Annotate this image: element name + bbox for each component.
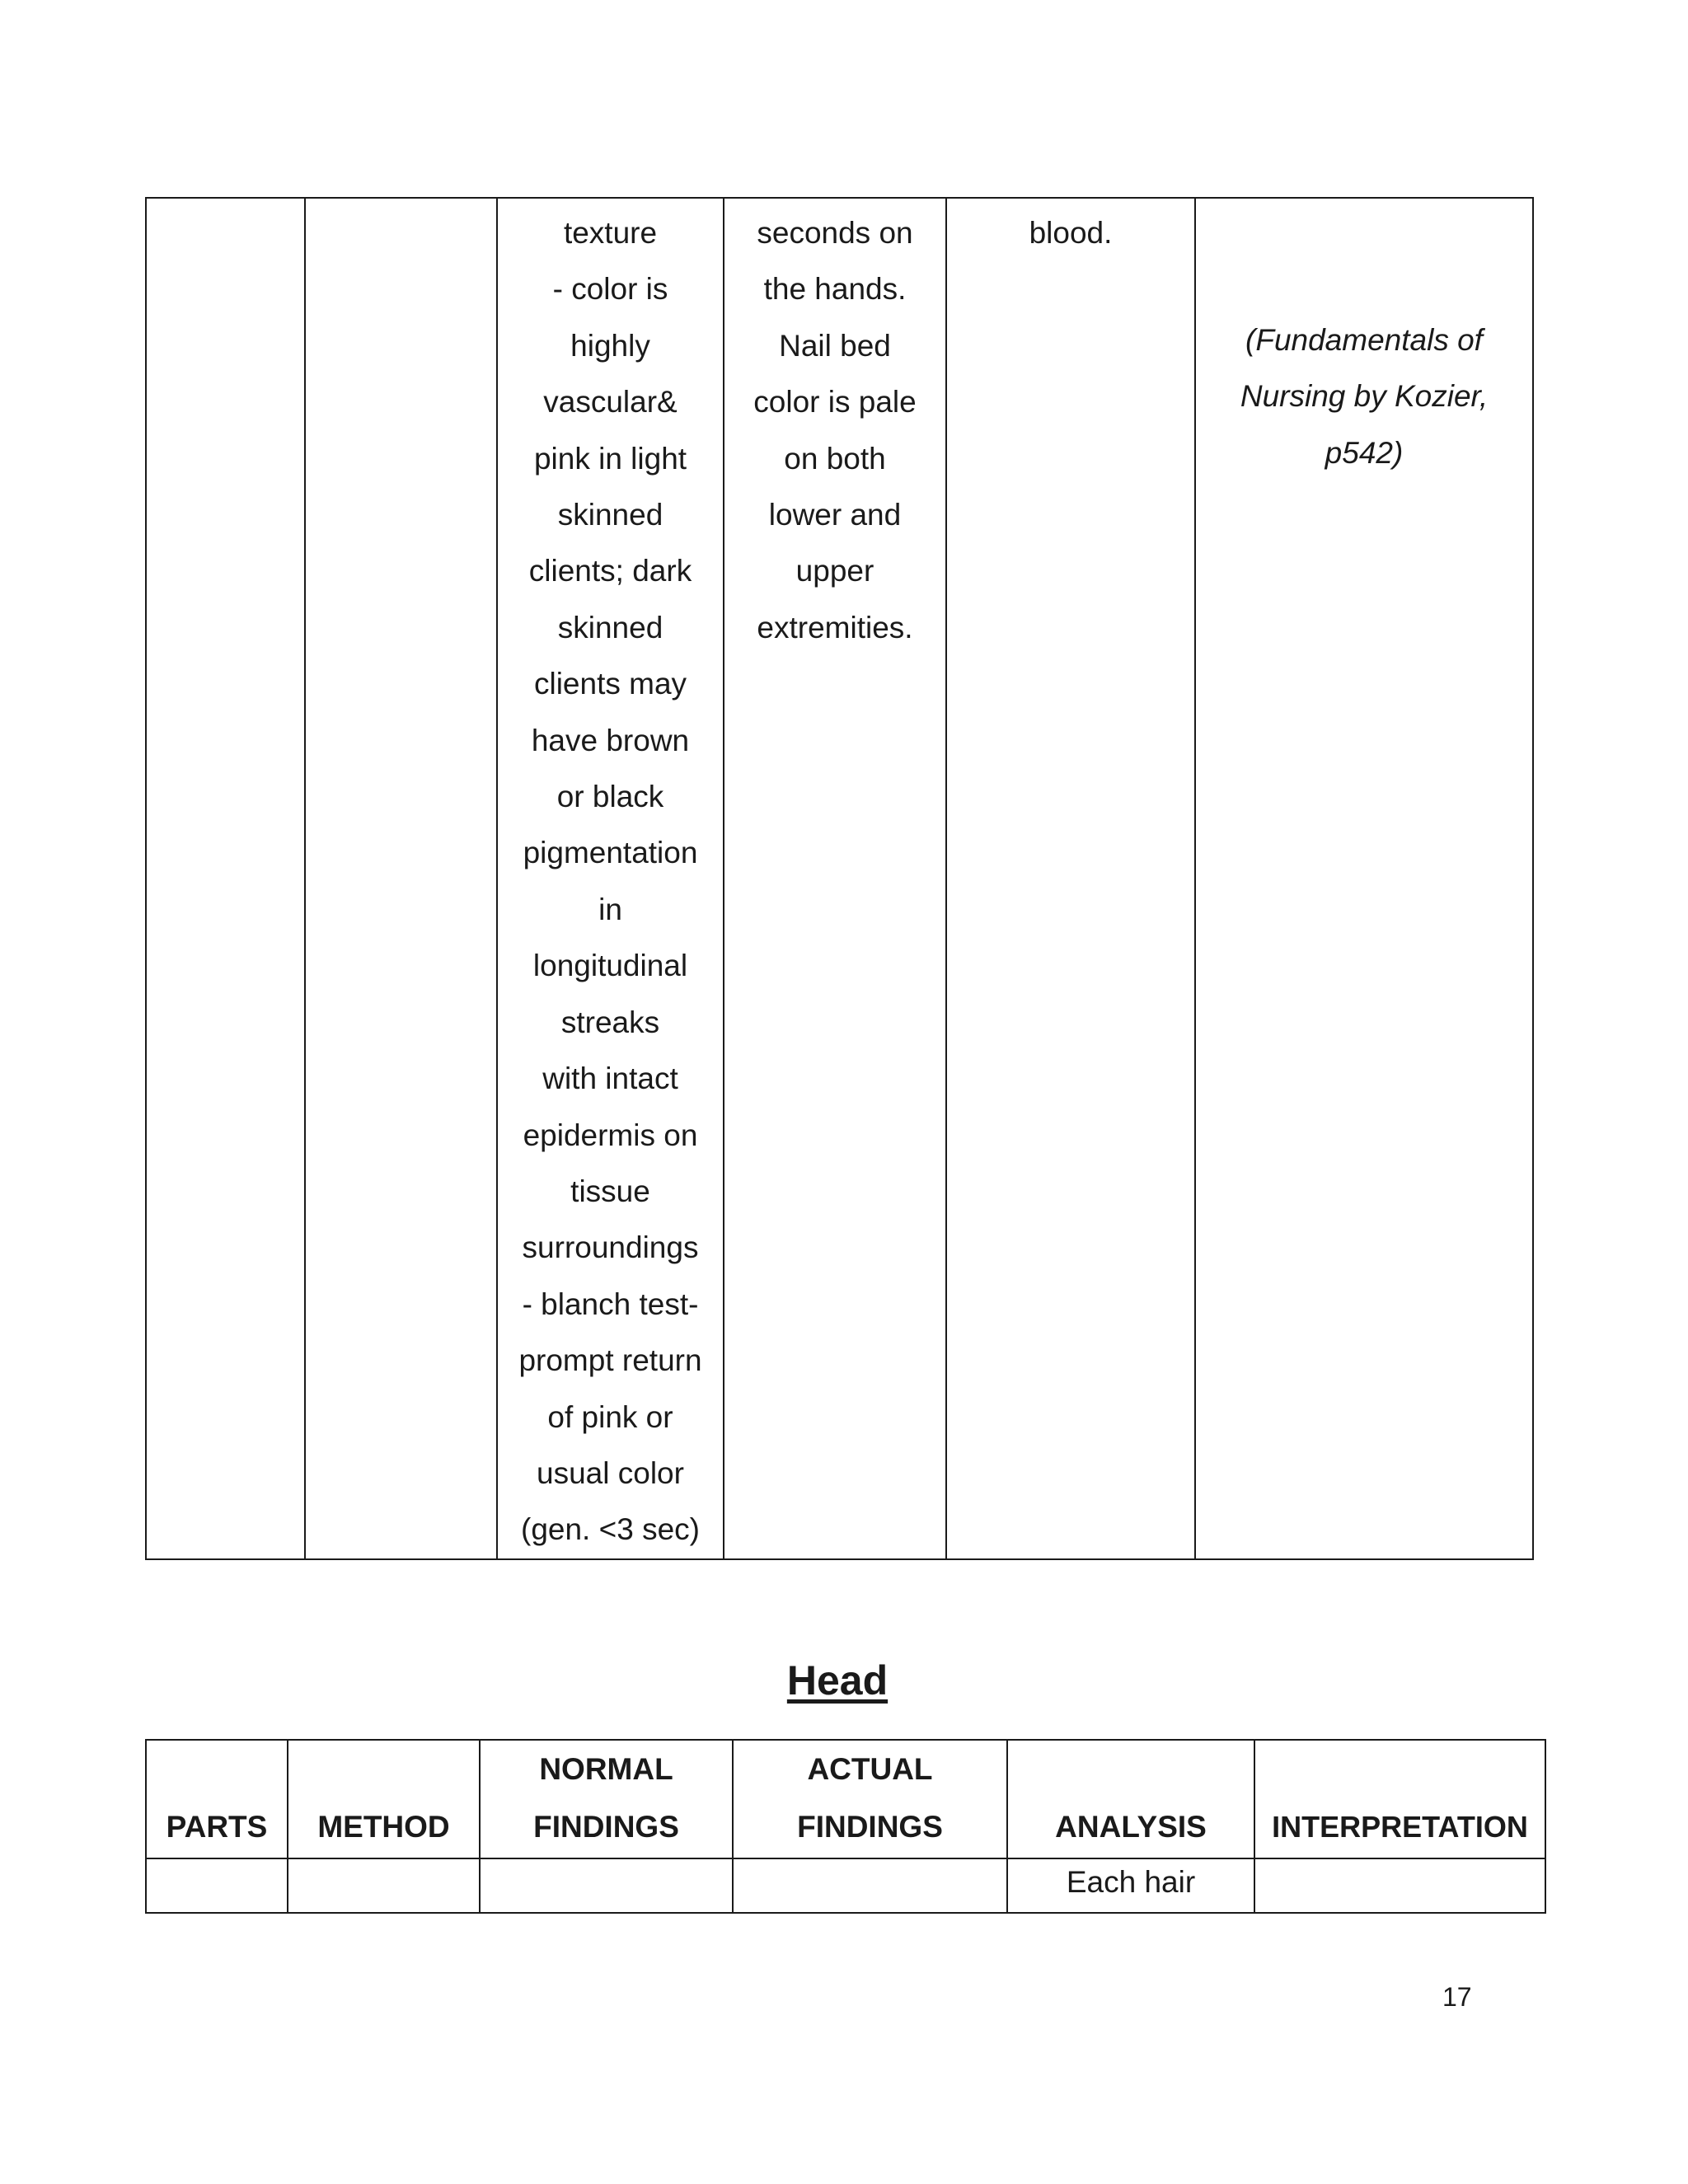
header-interpretation: INTERPRETATION xyxy=(1254,1740,1545,1858)
method-cell xyxy=(305,198,497,1559)
actual-findings-cell xyxy=(733,1858,1007,1913)
normal-findings-cell xyxy=(480,1858,733,1913)
analysis-cell xyxy=(946,198,1195,1559)
parts-cell xyxy=(146,198,305,1559)
header-analysis: ANALYSIS xyxy=(1007,1740,1254,1858)
actual-findings-cell xyxy=(724,198,946,1559)
header-method: METHOD xyxy=(288,1740,480,1858)
section-title: Head xyxy=(786,1657,889,1704)
parts-cell xyxy=(146,1858,288,1913)
method-cell xyxy=(288,1858,480,1913)
table-row xyxy=(146,1858,1545,1913)
header-normal-findings: NORMAL FINDINGS xyxy=(480,1740,733,1858)
normal-findings-text: texture - color is highly vascular& pink in light skinned clients; dark skinned clients may have brown or black pigmentation in longitudinal streaks with intact epidermis on tissue surroundings - blanch test- prompt return of pink or usual color (gen. <3 sec) xyxy=(518,216,702,1547)
head-assessment-table xyxy=(145,1739,1546,1914)
normal-findings-cell xyxy=(497,198,724,1559)
analysis-text: blood. xyxy=(1029,216,1113,250)
header-parts: PARTS xyxy=(146,1740,288,1858)
page-number: 17 xyxy=(1442,1982,1472,2012)
interpretation-cell xyxy=(1254,1858,1545,1913)
analysis-cell: Each hair xyxy=(1007,1858,1254,1913)
table-row xyxy=(146,198,1533,1559)
interpretation-cell xyxy=(1195,198,1533,1559)
reference-citation: (Fundamentals of Nursing by Kozier, p542) xyxy=(1240,323,1489,470)
actual-findings-text: seconds on the hands. Nail bed color is pale on both lower and upper extremities. xyxy=(753,216,917,644)
assessment-table-continued xyxy=(145,197,1534,1560)
header-actual-findings: ACTUAL FINDINGS xyxy=(733,1740,1007,1858)
table-header-row xyxy=(146,1740,1545,1858)
